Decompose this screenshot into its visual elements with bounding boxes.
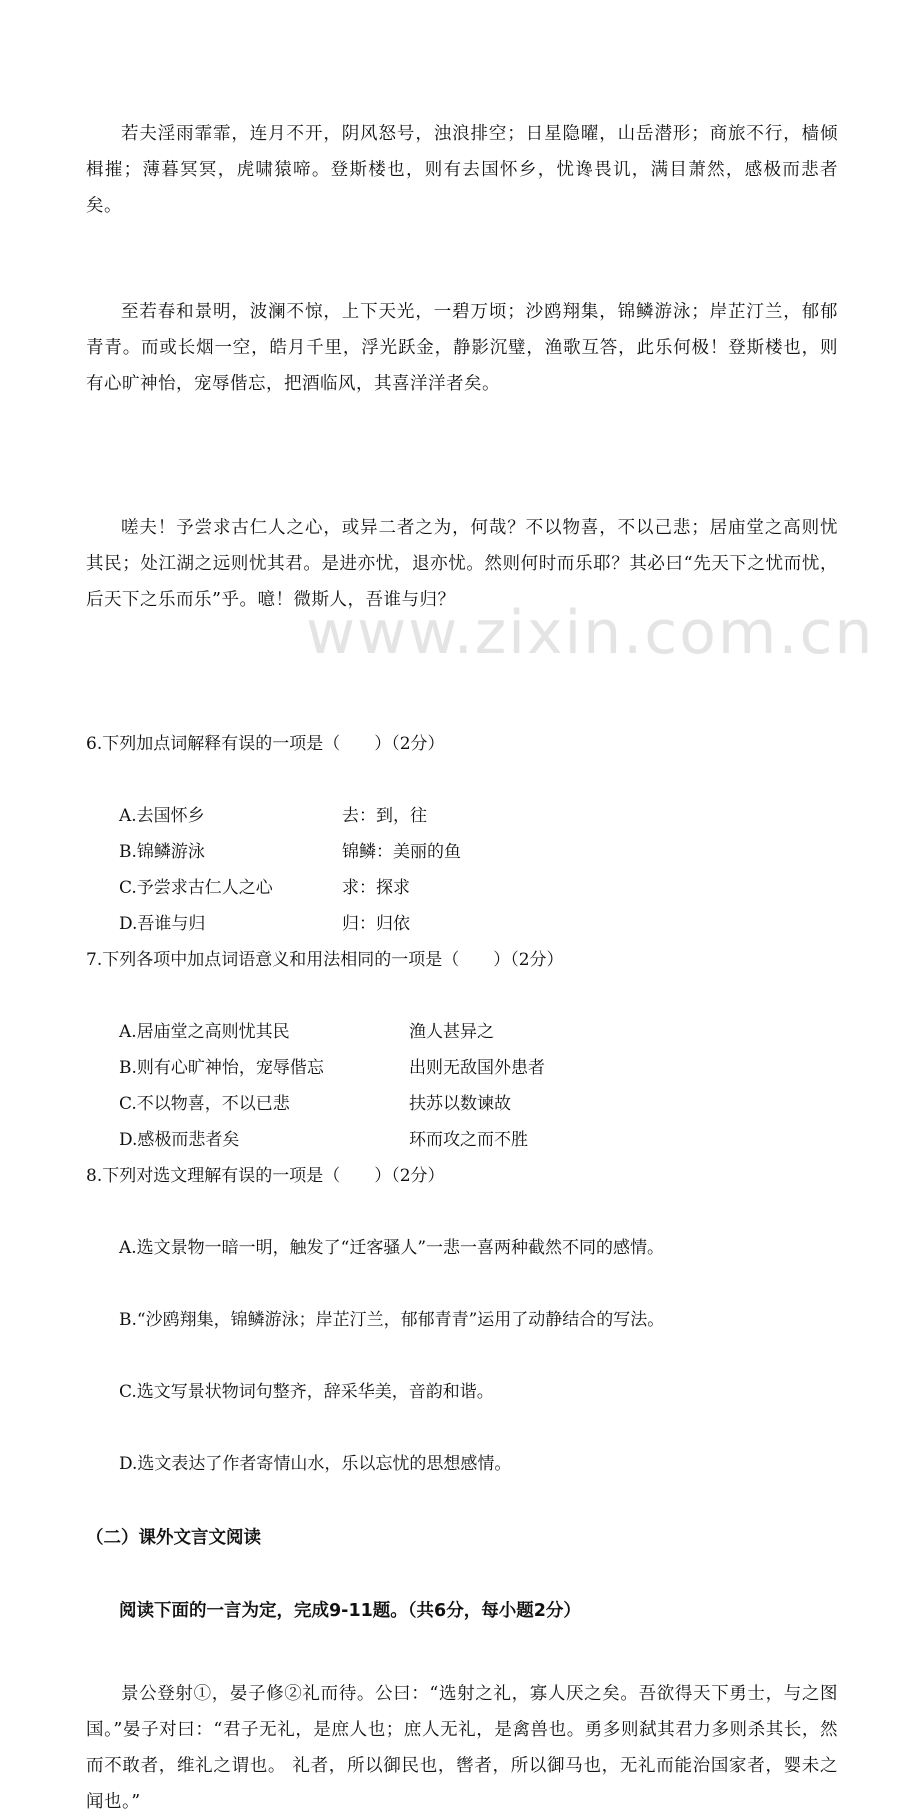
option-text: D.吾谁与归	[119, 914, 206, 934]
option-comparison: 出则无敌国外患者	[409, 1058, 545, 1078]
option-explanation: 求：探求	[342, 878, 410, 898]
paragraph-text: 嗟夫！予尝求古仁人之心，或异二者之为，何哉？不以物喜，不以己悲；居庙堂之高则忧其民；处江湖之远则忧其君。是进亦忧，退亦忧。然则何时而乐耶？其必曰“先天下之忧而忧，后天下之乐而乐”乎。噫！微斯人，吾谁与归？	[86, 518, 838, 610]
section-instruction: 阅读下面的一言为定，完成9-11题。（共6分，每小题2分）	[119, 1601, 581, 1621]
paragraph-text: 景公登射①，晏子修②礼而待。公曰：“选射之礼，寡人厌之矣。吾欲得天下勇士，与之图国。”晏子对曰：“君子无礼，是庶人也；庶人无礼，是禽兽也。勇多则弑其君力多则杀其长，然而不敢者，维礼之谓也。 礼者，所以御民也，辔者，所以御马也，无礼而能治国家者，婴未之闻也。”	[86, 1684, 838, 1812]
option-explanation: 归：归依	[342, 914, 410, 934]
paragraph-text: 若夫淫雨霏霏，连月不开，阴风怒号，浊浪排空；日星隐曜，山岳潜形；商旅不行，樯倾楫摧；薄暮冥冥，虎啸猿啼。登斯楼也，则有去国怀乡，忧谗畏讥，满目萧然，感极而悲者矣。	[86, 124, 838, 216]
passage-paragraph-2	[86, 294, 838, 402]
question-6-stem: 6.下列加点词解释有误的一项是（ ）（2分）	[86, 734, 445, 754]
option-comparison: 渔人甚异之	[409, 1022, 494, 1042]
option-explanation: 去：到，往	[342, 806, 427, 826]
section-heading: （二）课外文言文阅读	[86, 1528, 261, 1548]
passage-paragraph-3	[86, 510, 838, 618]
option-text: A.去国怀乡	[119, 806, 205, 826]
option-comparison: 扶苏以数谏故	[409, 1094, 511, 1114]
option-text: A.居庙堂之高则忧其民	[119, 1022, 290, 1042]
option-text: C.不以物喜，不以已悲	[119, 1094, 290, 1114]
question-7-stem: 7.下列各项中加点词语意义和用法相同的一项是（ ）（2分）	[86, 950, 564, 970]
passage-paragraph-1	[86, 116, 838, 224]
option-text: C.予尝求古仁人之心	[119, 878, 273, 898]
option-explanation: 锦鳞：美丽的鱼	[342, 842, 461, 862]
option-text: D.感极而悲者矣	[119, 1130, 240, 1150]
watermark: www.zixin.com.cn	[306, 598, 875, 668]
option-text: B.锦鳞游泳	[119, 842, 205, 862]
option-text: B.则有心旷神怡，宠辱偕忘	[119, 1058, 324, 1078]
question-8-option-b: B.“沙鸥翔集，锦鳞游泳；岸芷汀兰，郁郁青青”运用了动静结合的写法。	[119, 1310, 665, 1330]
question-8-stem: 8.下列对选文理解有误的一项是（ ）（2分）	[86, 1166, 445, 1186]
paragraph-text: 至若春和景明，波澜不惊，上下天光，一碧万顷；沙鸥翔集，锦鳞游泳；岸芷汀兰，郁郁青青。而或长烟一空，皓月千里，浮光跃金，静影沉璧，渔歌互答，此乐何极！登斯楼也，则有心旷神怡，宠辱偕忘，把酒临风，其喜洋洋者矣。	[86, 302, 838, 394]
option-comparison: 环而攻之而不胜	[409, 1130, 528, 1150]
extracurricular-passage	[86, 1676, 838, 1820]
question-8-option-a: A.选文景物一暗一明，触发了“迁客骚人”一悲一喜两种截然不同的感情。	[119, 1238, 665, 1258]
question-8-option-c: C.选文写景状物词句整齐，辞采华美，音韵和谐。	[119, 1382, 494, 1402]
question-8-option-d: D.选文表达了作者寄情山水，乐以忘忧的思想感情。	[119, 1454, 512, 1474]
